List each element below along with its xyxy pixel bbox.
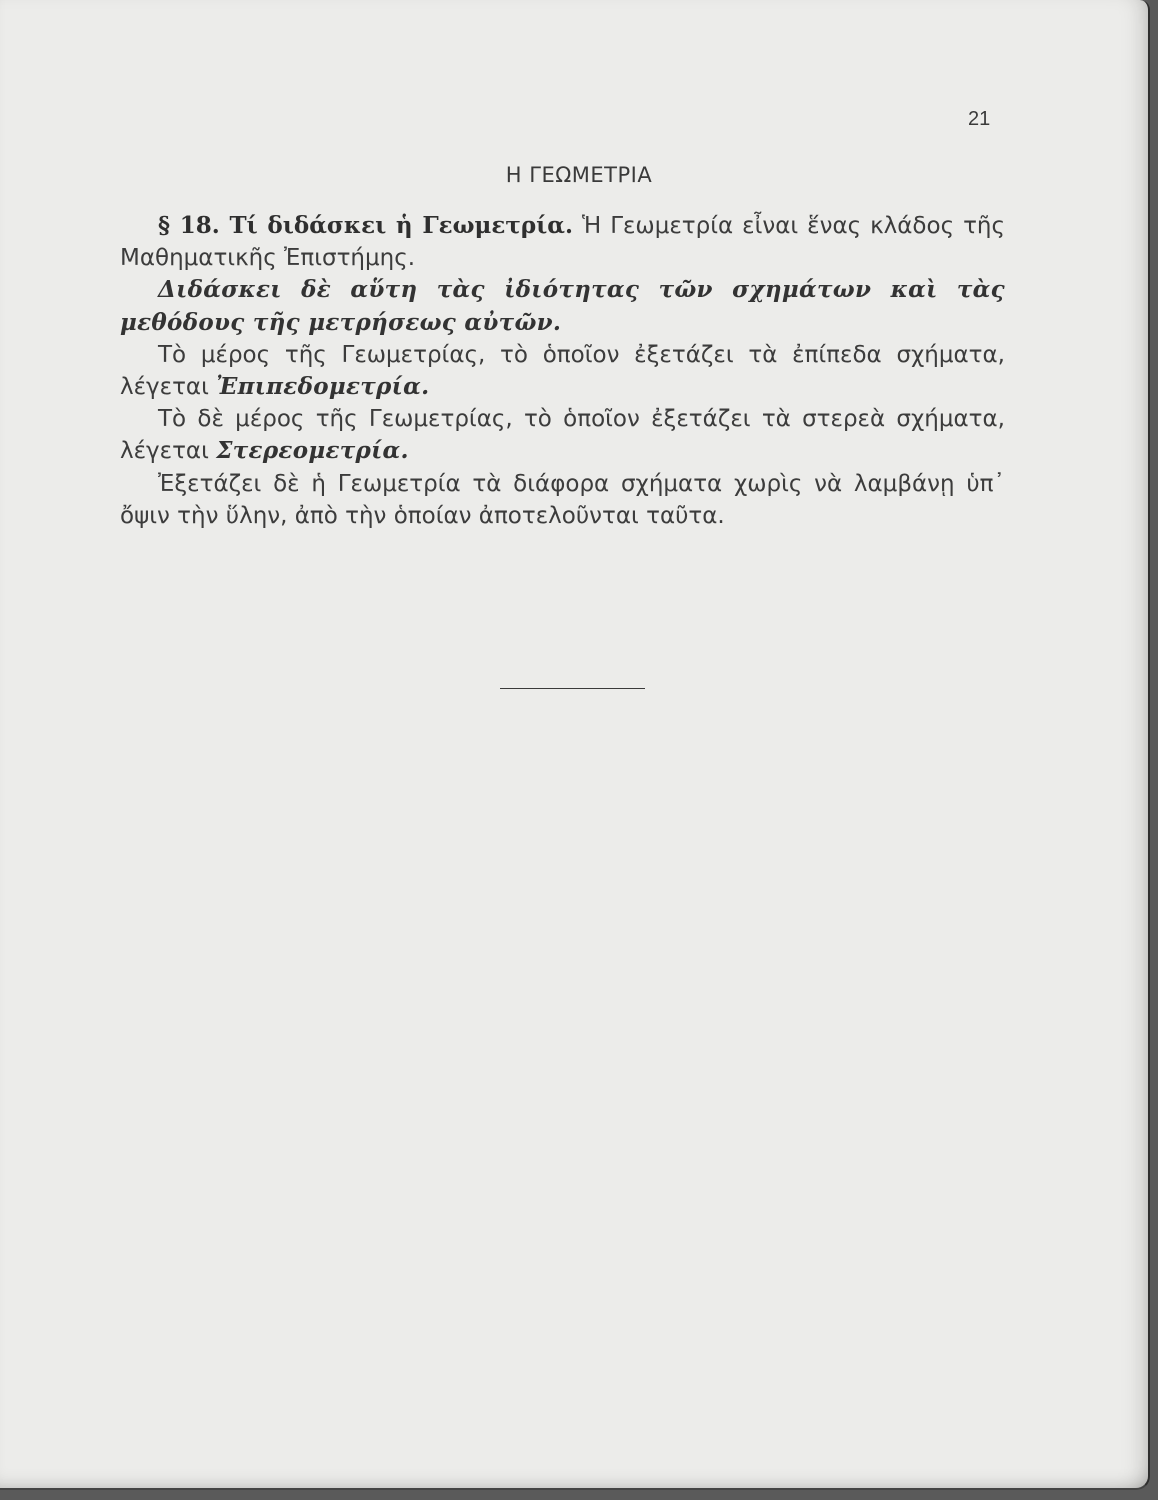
term-stereometria: Στερεομετρία. bbox=[216, 437, 409, 465]
term-epipedometria: Ἐπιπεδομετρία. bbox=[216, 373, 430, 401]
paragraph-4-text: Τὸ δὲ μέρος τῆς Γεωμετρίας, τὸ ὁποῖον ἐξετάζει τὰ στερεὰ σχήματα, λέγεται bbox=[120, 406, 1005, 465]
paragraph-3 bbox=[120, 339, 1005, 403]
page-number: 21 bbox=[968, 108, 991, 130]
paragraph-4 bbox=[120, 403, 1005, 467]
paragraph-5-text: Ἐξετάζει δὲ ἡ Γεωμετρία τὰ διάφορα σχήματα χωρὶς νὰ λαμβάνῃ ὑπ᾿ ὄψιν τὴν ὕλην, ἀπὸ τὴν ὁποίαν ἀποτελοῦνται ταῦτα. bbox=[120, 470, 1005, 529]
paragraph-5 bbox=[120, 468, 1005, 532]
paragraph-2-emphasis: Διδάσκει δὲ αὕτη τὰς ἰδιότητας τῶν σχημάτων καὶ τὰς μεθόδους τῆς μετρήσεως αὐτῶν. bbox=[120, 276, 1005, 336]
paragraph-1-text: Ἡ Γεωμετρία εἶναι ἕνας κλάδος τῆς Μαθηματικῆς Ἐπιστήμης. bbox=[120, 213, 1006, 272]
end-rule bbox=[500, 688, 645, 689]
body-text bbox=[120, 210, 1005, 532]
paragraph-1 bbox=[120, 210, 1005, 274]
section-heading: § 18. Τί διδάσκει ἡ Γεωμετρία. bbox=[158, 212, 573, 239]
paragraph-3-text: Τὸ μέρος τῆς Γεωμετρίας, τὸ ὁποῖον ἐξετάζει τὰ ἐπίπεδα σχήματα, λέγεται bbox=[120, 341, 1005, 401]
paragraph-2 bbox=[120, 274, 1005, 338]
running-head: Η ΓΕΩΜΕΤΡΙΑ bbox=[505, 163, 653, 187]
